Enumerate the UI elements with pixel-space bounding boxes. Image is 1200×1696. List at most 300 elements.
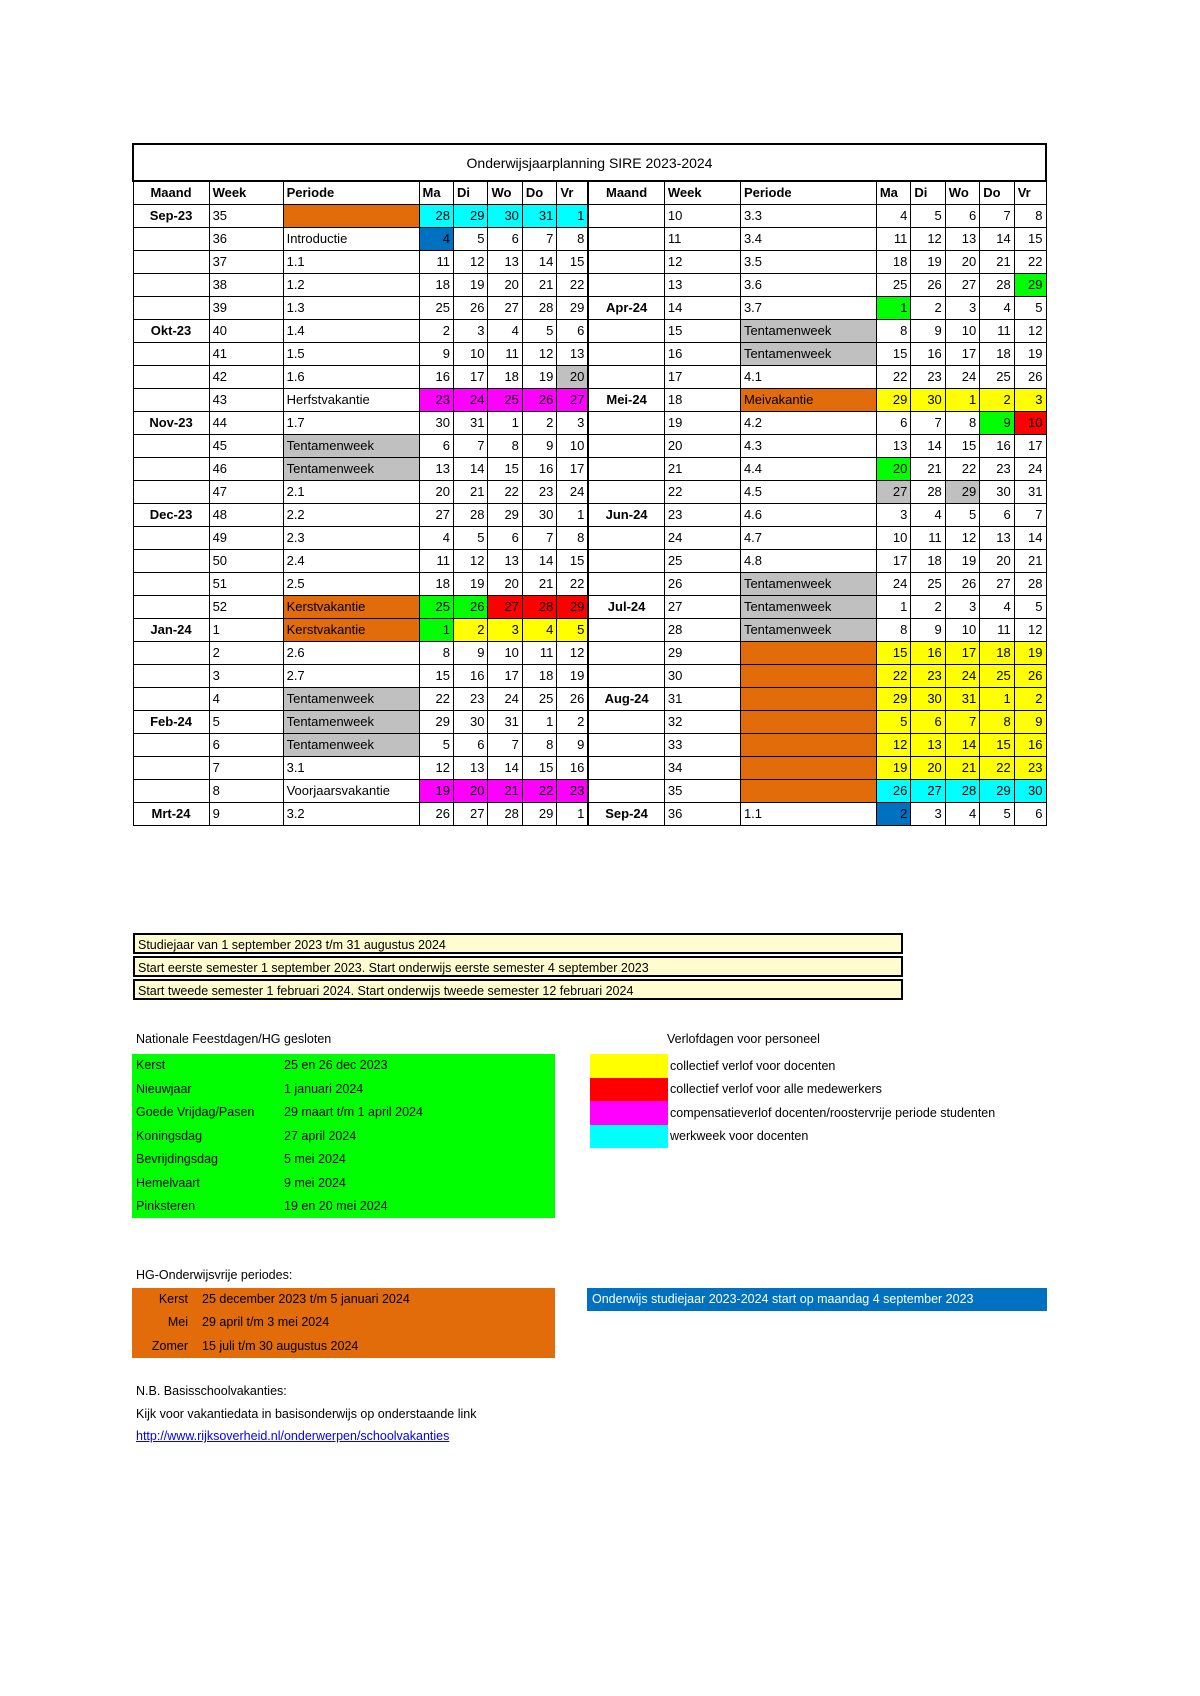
legend-item [590, 1101, 995, 1125]
day-cell: 16 [557, 757, 588, 780]
day-cell: 28 [453, 504, 487, 527]
day-cell: 25 [488, 389, 522, 412]
table-row [133, 642, 1046, 665]
day-cell: 1 [557, 803, 588, 826]
month-cell [133, 596, 209, 619]
day-cell: 16 [419, 366, 453, 389]
day-cell: 8 [522, 734, 556, 757]
day-cell: 12 [911, 228, 945, 251]
holiday-date: 27 april 2024 [284, 1128, 357, 1143]
day-cell: 25 [980, 665, 1014, 688]
week-cell: 6 [209, 734, 283, 757]
period-cell: 4.8 [740, 550, 876, 573]
week-cell: 1 [209, 619, 283, 642]
vacation-link[interactable]: http://www.rijksoverheid.nl/onderwerpen/schoolvakanties [136, 1429, 450, 1443]
day-cell: 25 [419, 596, 453, 619]
column-header: Maand [588, 181, 664, 205]
day-cell: 20 [453, 780, 487, 803]
week-cell: 36 [664, 803, 740, 826]
day-cell: 20 [911, 757, 945, 780]
day-cell: 1 [980, 688, 1014, 711]
day-cell: 13 [453, 757, 487, 780]
month-cell: Okt-23 [133, 320, 209, 343]
day-cell: 7 [1014, 504, 1046, 527]
day-cell: 15 [980, 734, 1014, 757]
day-cell: 24 [557, 481, 588, 504]
day-cell: 3 [488, 619, 522, 642]
day-cell: 4 [980, 297, 1014, 320]
period-cell: 1.4 [283, 320, 419, 343]
free-period-name: Mei [167, 1315, 188, 1330]
period-cell: 4.1 [740, 366, 876, 389]
week-cell: 35 [209, 205, 283, 228]
day-cell: 29 [1014, 274, 1046, 297]
day-cell: 4 [945, 803, 979, 826]
day-cell: 14 [453, 458, 487, 481]
holiday-date: 19 en 20 mei 2024 [284, 1199, 388, 1213]
day-cell: 26 [1014, 665, 1046, 688]
period-cell: 2.4 [283, 550, 419, 573]
day-cell: 27 [557, 389, 588, 412]
day-cell: 18 [876, 251, 910, 274]
day-cell: 14 [980, 228, 1014, 251]
day-cell: 25 [876, 274, 910, 297]
day-cell: 22 [1014, 251, 1046, 274]
day-cell: 30 [488, 205, 522, 228]
day-cell: 12 [876, 734, 910, 757]
day-cell: 28 [945, 780, 979, 803]
week-cell: 2 [209, 642, 283, 665]
day-cell: 10 [945, 619, 979, 642]
table-row [133, 573, 1046, 596]
legend-label: collectief verlof voor docenten [670, 1058, 836, 1073]
period-cell: 1.1 [283, 251, 419, 274]
day-cell: 14 [945, 734, 979, 757]
period-cell: 3.4 [740, 228, 876, 251]
day-cell: 18 [980, 642, 1014, 665]
month-cell [588, 458, 664, 481]
table-row [133, 458, 1046, 481]
legend-label: compensatieverlof docenten/roostervrije periode studenten [670, 1105, 996, 1120]
column-header: Vr [557, 181, 588, 205]
month-cell: Feb-24 [133, 711, 209, 734]
day-cell: 30 [911, 389, 945, 412]
day-cell: 14 [488, 757, 522, 780]
month-cell [588, 228, 664, 251]
day-cell: 19 [911, 251, 945, 274]
day-cell: 18 [419, 274, 453, 297]
day-cell: 6 [1014, 803, 1046, 826]
holiday-row [132, 1078, 555, 1102]
day-cell: 26 [557, 688, 588, 711]
day-cell: 17 [488, 665, 522, 688]
day-cell: 14 [911, 435, 945, 458]
month-cell: Mei-24 [588, 389, 664, 412]
day-cell: 7 [488, 734, 522, 757]
day-cell: 11 [522, 642, 556, 665]
day-cell: 23 [1014, 757, 1046, 780]
day-cell: 3 [557, 412, 588, 435]
month-cell [133, 274, 209, 297]
day-cell: 23 [911, 366, 945, 389]
week-cell: 35 [664, 780, 740, 803]
month-cell: Jun-24 [588, 504, 664, 527]
table-row [133, 412, 1046, 435]
week-cell: 22 [664, 481, 740, 504]
day-cell: 3 [945, 297, 979, 320]
holiday-name: Goede Vrijdag/Pasen [136, 1105, 255, 1119]
day-cell: 10 [453, 343, 487, 366]
day-cell: 27 [453, 803, 487, 826]
month-cell [133, 481, 209, 504]
day-cell: 27 [876, 481, 910, 504]
table-row [133, 366, 1046, 389]
table-row [133, 665, 1046, 688]
table-row [133, 435, 1046, 458]
holiday-date: 5 mei 2024 [284, 1152, 346, 1166]
week-cell: 16 [664, 343, 740, 366]
day-cell: 5 [557, 619, 588, 642]
day-cell: 21 [453, 481, 487, 504]
start-note: Onderwijs studiejaar 2023-2024 start op maandag 4 september 2023 [587, 1288, 1047, 1311]
nb-title: N.B. Basisschoolvakanties: [136, 1384, 287, 1398]
day-cell: 20 [980, 550, 1014, 573]
day-cell: 11 [980, 619, 1014, 642]
table-row [133, 527, 1046, 550]
day-cell: 5 [453, 228, 487, 251]
column-header: Periode [740, 181, 876, 205]
legend-item [590, 1078, 995, 1102]
table-row [133, 274, 1046, 297]
day-cell: 2 [876, 803, 910, 826]
day-cell: 4 [488, 320, 522, 343]
period-cell [740, 711, 876, 734]
week-cell: 52 [209, 596, 283, 619]
week-cell: 38 [209, 274, 283, 297]
day-cell: 3 [911, 803, 945, 826]
month-cell [588, 366, 664, 389]
day-cell: 26 [453, 297, 487, 320]
day-cell: 8 [980, 711, 1014, 734]
week-cell: 45 [209, 435, 283, 458]
week-cell: 11 [664, 228, 740, 251]
holiday-row [132, 1125, 555, 1149]
day-cell: 15 [945, 435, 979, 458]
month-cell [133, 435, 209, 458]
period-cell: Introductie [283, 228, 419, 251]
period-cell: 3.5 [740, 251, 876, 274]
table-row [133, 757, 1046, 780]
info-line: Start eerste semester 1 september 2023. Start onderwijs eerste semester 4 september 2023 [133, 956, 903, 977]
table-row [133, 343, 1046, 366]
holiday-row [132, 1054, 555, 1078]
day-cell: 16 [453, 665, 487, 688]
month-cell [133, 757, 209, 780]
day-cell: 28 [1014, 573, 1046, 596]
day-cell: 11 [488, 343, 522, 366]
day-cell: 21 [911, 458, 945, 481]
day-cell: 28 [980, 274, 1014, 297]
holiday-name: Bevrijdingsdag [136, 1152, 218, 1166]
day-cell: 11 [876, 228, 910, 251]
day-cell: 2 [980, 389, 1014, 412]
table-row [133, 803, 1046, 826]
week-cell: 20 [664, 435, 740, 458]
day-cell: 25 [419, 297, 453, 320]
day-cell: 24 [945, 665, 979, 688]
week-cell: 42 [209, 366, 283, 389]
month-cell [588, 734, 664, 757]
week-cell: 49 [209, 527, 283, 550]
column-header: Ma [876, 181, 910, 205]
free-periods-list [132, 1288, 555, 1358]
period-cell: 1.7 [283, 412, 419, 435]
day-cell: 12 [1014, 619, 1046, 642]
day-cell: 7 [522, 228, 556, 251]
day-cell: 5 [1014, 297, 1046, 320]
day-cell: 5 [980, 803, 1014, 826]
month-cell: Aug-24 [588, 688, 664, 711]
week-cell: 31 [664, 688, 740, 711]
day-cell: 29 [557, 297, 588, 320]
legend-swatch [590, 1125, 668, 1149]
day-cell: 29 [557, 596, 588, 619]
period-cell: 2.6 [283, 642, 419, 665]
week-cell: 14 [664, 297, 740, 320]
period-cell: 3.7 [740, 297, 876, 320]
day-cell: 20 [945, 251, 979, 274]
period-cell: 3.3 [740, 205, 876, 228]
period-cell: 1.2 [283, 274, 419, 297]
month-cell [588, 274, 664, 297]
holiday-row [132, 1172, 555, 1196]
day-cell: 26 [419, 803, 453, 826]
day-cell: 22 [488, 481, 522, 504]
day-cell: 14 [522, 550, 556, 573]
day-cell: 1 [876, 297, 910, 320]
month-cell [133, 665, 209, 688]
day-cell: 24 [876, 573, 910, 596]
column-header: Do [980, 181, 1014, 205]
column-header: Week [664, 181, 740, 205]
day-cell: 1 [419, 619, 453, 642]
day-cell: 13 [876, 435, 910, 458]
table-row [133, 550, 1046, 573]
day-cell: 24 [453, 389, 487, 412]
period-cell: 1.5 [283, 343, 419, 366]
day-cell: 11 [911, 527, 945, 550]
week-cell: 41 [209, 343, 283, 366]
day-cell: 23 [557, 780, 588, 803]
week-cell: 36 [209, 228, 283, 251]
month-cell [588, 780, 664, 803]
holidays-list [132, 1054, 555, 1218]
month-cell [588, 550, 664, 573]
day-cell: 29 [945, 481, 979, 504]
period-cell: 2.2 [283, 504, 419, 527]
nb-text: Kijk voor vakantiedata in basisonderwijs op onderstaande link [136, 1407, 477, 1421]
day-cell: 6 [453, 734, 487, 757]
month-cell [588, 642, 664, 665]
day-cell: 26 [522, 389, 556, 412]
day-cell: 10 [557, 435, 588, 458]
day-cell: 12 [557, 642, 588, 665]
day-cell: 21 [488, 780, 522, 803]
table-row [133, 734, 1046, 757]
day-cell: 8 [1014, 205, 1046, 228]
day-cell: 18 [419, 573, 453, 596]
day-cell: 24 [1014, 458, 1046, 481]
day-cell: 6 [911, 711, 945, 734]
free-period-dates: 25 december 2023 t/m 5 januari 2024 [202, 1292, 410, 1306]
column-header: Vr [1014, 181, 1046, 205]
day-cell: 4 [522, 619, 556, 642]
month-cell: Jan-24 [133, 619, 209, 642]
month-cell [133, 389, 209, 412]
day-cell: 7 [911, 412, 945, 435]
week-cell: 4 [209, 688, 283, 711]
day-cell: 28 [488, 803, 522, 826]
period-cell: 4.7 [740, 527, 876, 550]
day-cell: 26 [453, 596, 487, 619]
column-header: Do [522, 181, 556, 205]
day-cell: 1 [876, 596, 910, 619]
day-cell: 21 [945, 757, 979, 780]
day-cell: 23 [980, 458, 1014, 481]
day-cell: 4 [876, 205, 910, 228]
day-cell: 1 [522, 711, 556, 734]
legend [590, 1054, 995, 1148]
day-cell: 10 [876, 527, 910, 550]
day-cell: 9 [557, 734, 588, 757]
day-cell: 13 [557, 343, 588, 366]
month-cell [133, 343, 209, 366]
day-cell: 2 [453, 619, 487, 642]
period-cell: Herfstvakantie [283, 389, 419, 412]
month-cell [133, 228, 209, 251]
month-cell [588, 665, 664, 688]
day-cell: 19 [557, 665, 588, 688]
day-cell: 22 [876, 366, 910, 389]
period-cell: 2.7 [283, 665, 419, 688]
day-cell: 22 [557, 573, 588, 596]
day-cell: 30 [980, 481, 1014, 504]
free-period-row [132, 1335, 555, 1358]
day-cell: 22 [522, 780, 556, 803]
day-cell: 27 [419, 504, 453, 527]
legend-item [590, 1054, 995, 1078]
day-cell: 22 [876, 665, 910, 688]
day-cell: 2 [1014, 688, 1046, 711]
month-cell [588, 435, 664, 458]
day-cell: 2 [419, 320, 453, 343]
day-cell: 27 [911, 780, 945, 803]
week-cell: 32 [664, 711, 740, 734]
period-cell: 4.4 [740, 458, 876, 481]
day-cell: 9 [911, 320, 945, 343]
week-cell: 7 [209, 757, 283, 780]
day-cell: 30 [453, 711, 487, 734]
day-cell: 12 [1014, 320, 1046, 343]
day-cell: 2 [522, 412, 556, 435]
day-cell: 13 [419, 458, 453, 481]
day-cell: 25 [911, 573, 945, 596]
period-cell: 4.3 [740, 435, 876, 458]
free-period-name: Kerst [158, 1292, 188, 1306]
day-cell: 9 [419, 343, 453, 366]
column-header: Ma [419, 181, 453, 205]
day-cell: 31 [453, 412, 487, 435]
period-cell: 3.6 [740, 274, 876, 297]
period-cell: 2.1 [283, 481, 419, 504]
day-cell: 17 [453, 366, 487, 389]
day-cell: 15 [522, 757, 556, 780]
day-cell: 6 [876, 412, 910, 435]
day-cell: 30 [522, 504, 556, 527]
day-cell: 7 [453, 435, 487, 458]
day-cell: 26 [911, 274, 945, 297]
month-cell [588, 757, 664, 780]
month-cell [588, 573, 664, 596]
day-cell: 19 [453, 274, 487, 297]
day-cell: 28 [522, 297, 556, 320]
day-cell: 27 [488, 596, 522, 619]
period-cell [740, 757, 876, 780]
day-cell: 26 [876, 780, 910, 803]
week-cell: 34 [664, 757, 740, 780]
day-cell: 18 [488, 366, 522, 389]
day-cell: 12 [522, 343, 556, 366]
holiday-date: 25 en 26 dec 2023 [284, 1058, 388, 1072]
day-cell: 23 [453, 688, 487, 711]
day-cell: 7 [945, 711, 979, 734]
day-cell: 4 [419, 527, 453, 550]
day-cell: 27 [945, 274, 979, 297]
day-cell: 5 [522, 320, 556, 343]
holiday-date: 9 mei 2024 [284, 1175, 346, 1190]
period-cell [740, 734, 876, 757]
day-cell: 19 [1014, 343, 1046, 366]
table-row [133, 481, 1046, 504]
month-cell [133, 251, 209, 274]
week-cell: 13 [664, 274, 740, 297]
free-period-row [132, 1311, 555, 1334]
day-cell: 31 [522, 205, 556, 228]
day-cell: 20 [557, 366, 588, 389]
day-cell: 29 [876, 688, 910, 711]
day-cell: 31 [488, 711, 522, 734]
day-cell: 1 [557, 205, 588, 228]
holiday-name: Hemelvaart [136, 1175, 200, 1190]
day-cell: 9 [911, 619, 945, 642]
day-cell: 25 [522, 688, 556, 711]
week-cell: 30 [664, 665, 740, 688]
month-cell [133, 734, 209, 757]
period-cell: Tentamenweek [740, 343, 876, 366]
period-cell: Tentamenweek [283, 734, 419, 757]
day-cell: 28 [911, 481, 945, 504]
table-title: Onderwijsjaarplanning SIRE 2023-2024 [133, 144, 1046, 181]
day-cell: 14 [1014, 527, 1046, 550]
day-cell: 16 [911, 343, 945, 366]
week-cell: 24 [664, 527, 740, 550]
month-cell [588, 619, 664, 642]
day-cell: 30 [1014, 780, 1046, 803]
header-row [133, 181, 1046, 205]
period-cell [740, 665, 876, 688]
day-cell: 19 [419, 780, 453, 803]
week-cell: 21 [664, 458, 740, 481]
